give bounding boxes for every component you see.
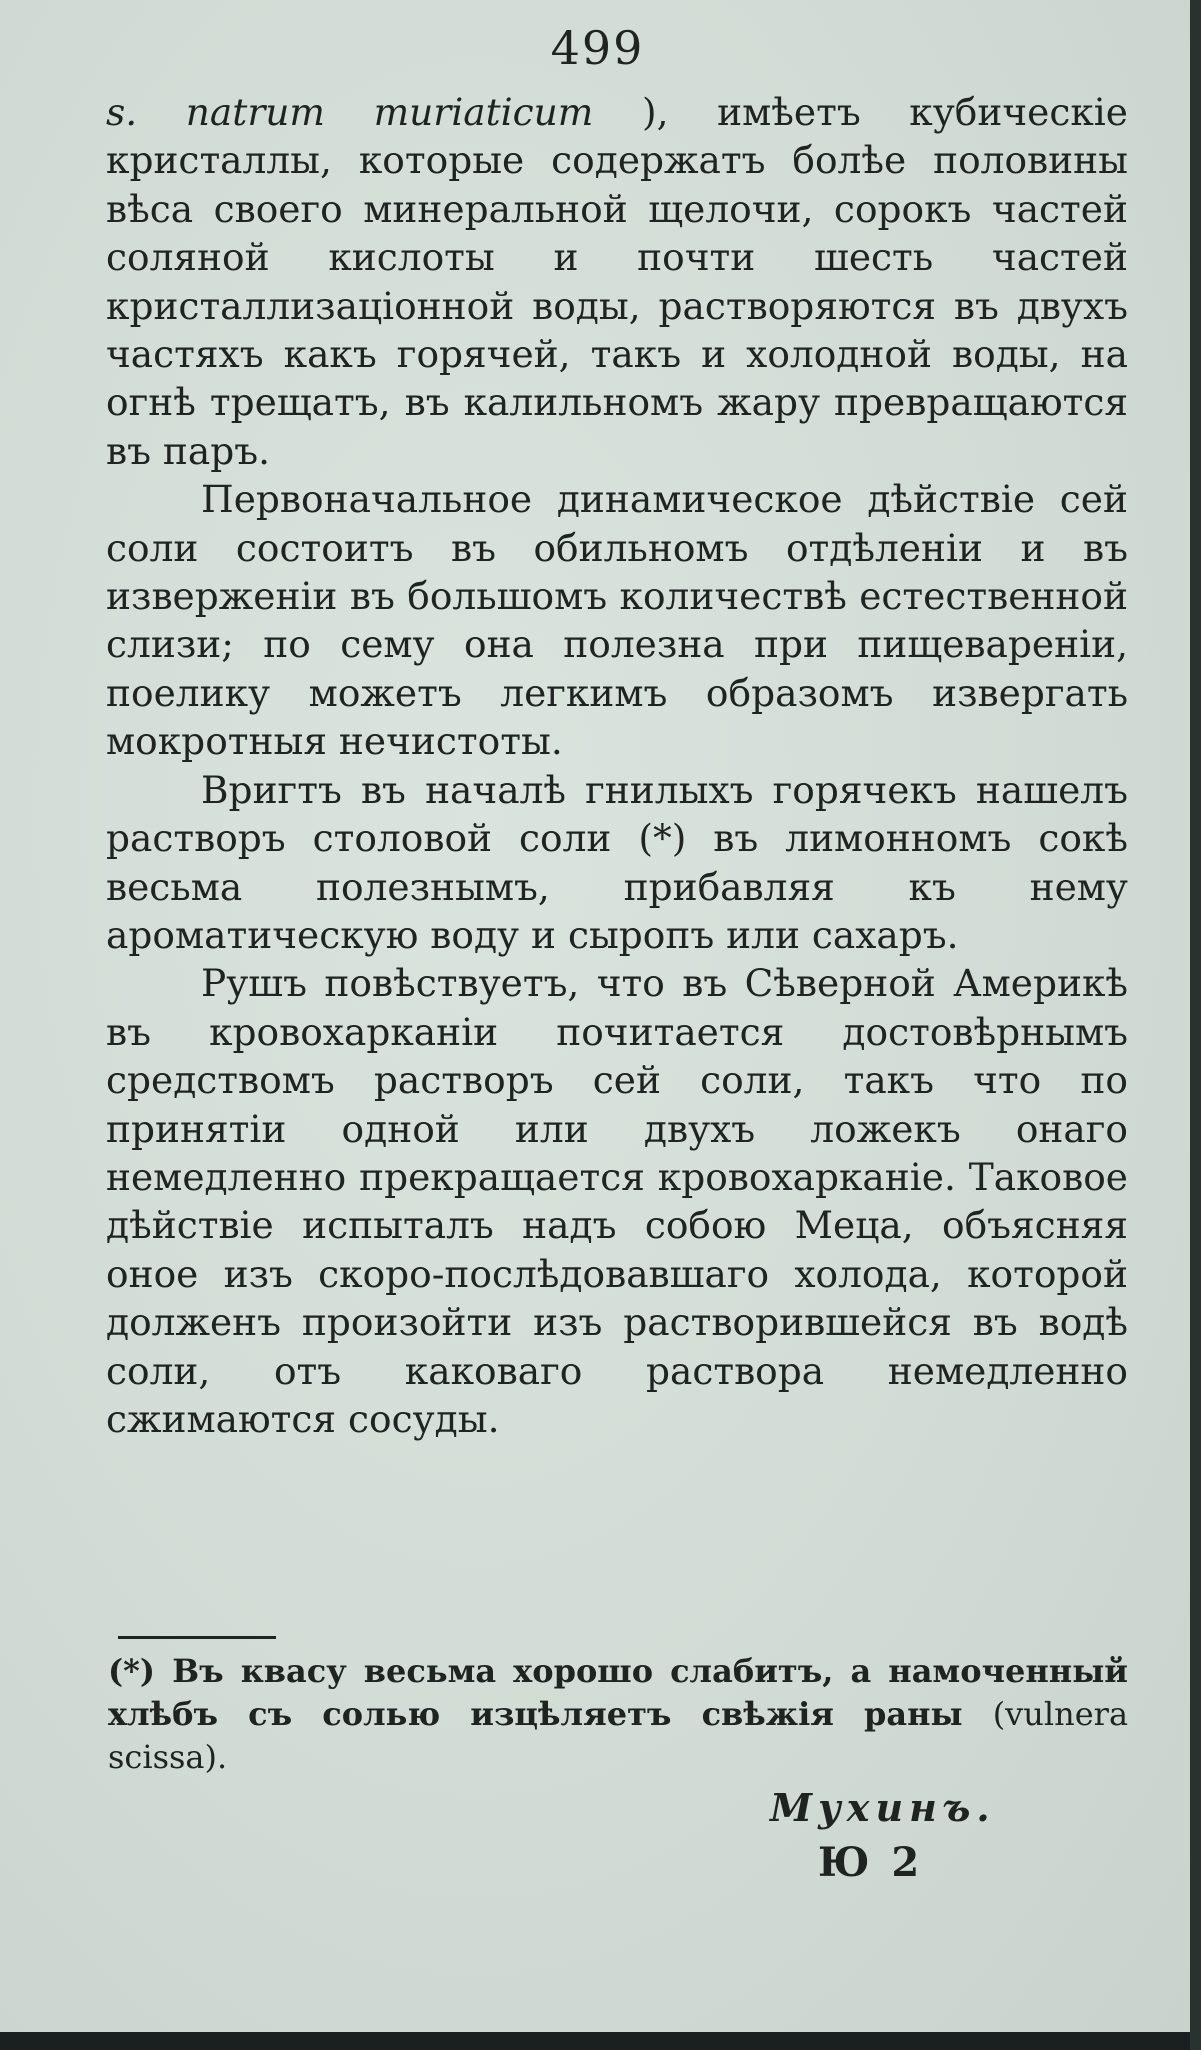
author-signature: Мухинъ. <box>770 1785 996 1830</box>
footnote-rule <box>118 1636 276 1639</box>
latin-term: s. natrum muriaticum <box>106 90 594 134</box>
page-edge <box>1190 0 1201 2050</box>
body-text <box>106 88 1128 1443</box>
paragraph-3 <box>106 766 1128 960</box>
paragraph-text: Вригтъ въ началѣ гнилыхъ горячекъ нашелъ растворъ столовой соли (*) въ лимонномъ сокѣ весьма полезнымъ, прибавляя къ нему ароматическую воду и сыропъ или сахаръ. <box>106 767 1128 957</box>
paragraph-4 <box>106 959 1128 1443</box>
paragraph-1 <box>106 88 1128 475</box>
page-number: 499 <box>550 21 645 75</box>
paragraph-text: Первоначальное динамическое дѣйствіе сей соли состоитъ въ обильномъ отдѣленіи и въ изверженіи въ большомъ количествѣ естественной слизи; по сему она полезна при пищевареніи, поелику можетъ легкимъ образомъ извергать мокротныя нечистоты. <box>106 477 1128 764</box>
footnote-text: Въ квасу весьма хорошо слабитъ, а намоченный хлѣбъ съ солью изцѣляетъ свѣжія раны <box>108 1652 1129 1733</box>
paragraph-text: ), имѣетъ кубическіе кристаллы, которые содержатъ болѣе половины вѣса своего минеральной щелочи, сорокъ частей соляной кислоты и почти шесть частей кристаллизаціонной воды, растворяются въ двухъ частяхъ какъ горячей, такъ и холодной воды, на огнѣ трещатъ, въ калильномъ жару превращаются въ паръ. <box>106 90 1128 473</box>
footnote <box>108 1650 1128 1779</box>
signature-mark: Ю 2 <box>818 1839 924 1886</box>
footnote-marker: (*) <box>108 1652 156 1690</box>
footnote-latin: (vulnera scissa). <box>108 1695 1129 1776</box>
paragraph-text: Рушъ повѣствуетъ, что въ Сѣверной Америкѣ въ кровохарканіи почитается достовѣрнымъ средствомъ растворъ сей соли, такъ что по принятіи одной или двухъ ложекъ онаго немедленно прекращается кровохарканіе. Таковое дѣйствіе испыталъ надъ собою Меца, объясняя оное изъ скоро-послѣдовавшаго холода, которой долженъ произойти изъ растворившейся въ водѣ соли, отъ каковаго раствора немедленно сжимаются сосуды. <box>106 961 1128 1441</box>
paragraph-2 <box>106 475 1128 765</box>
